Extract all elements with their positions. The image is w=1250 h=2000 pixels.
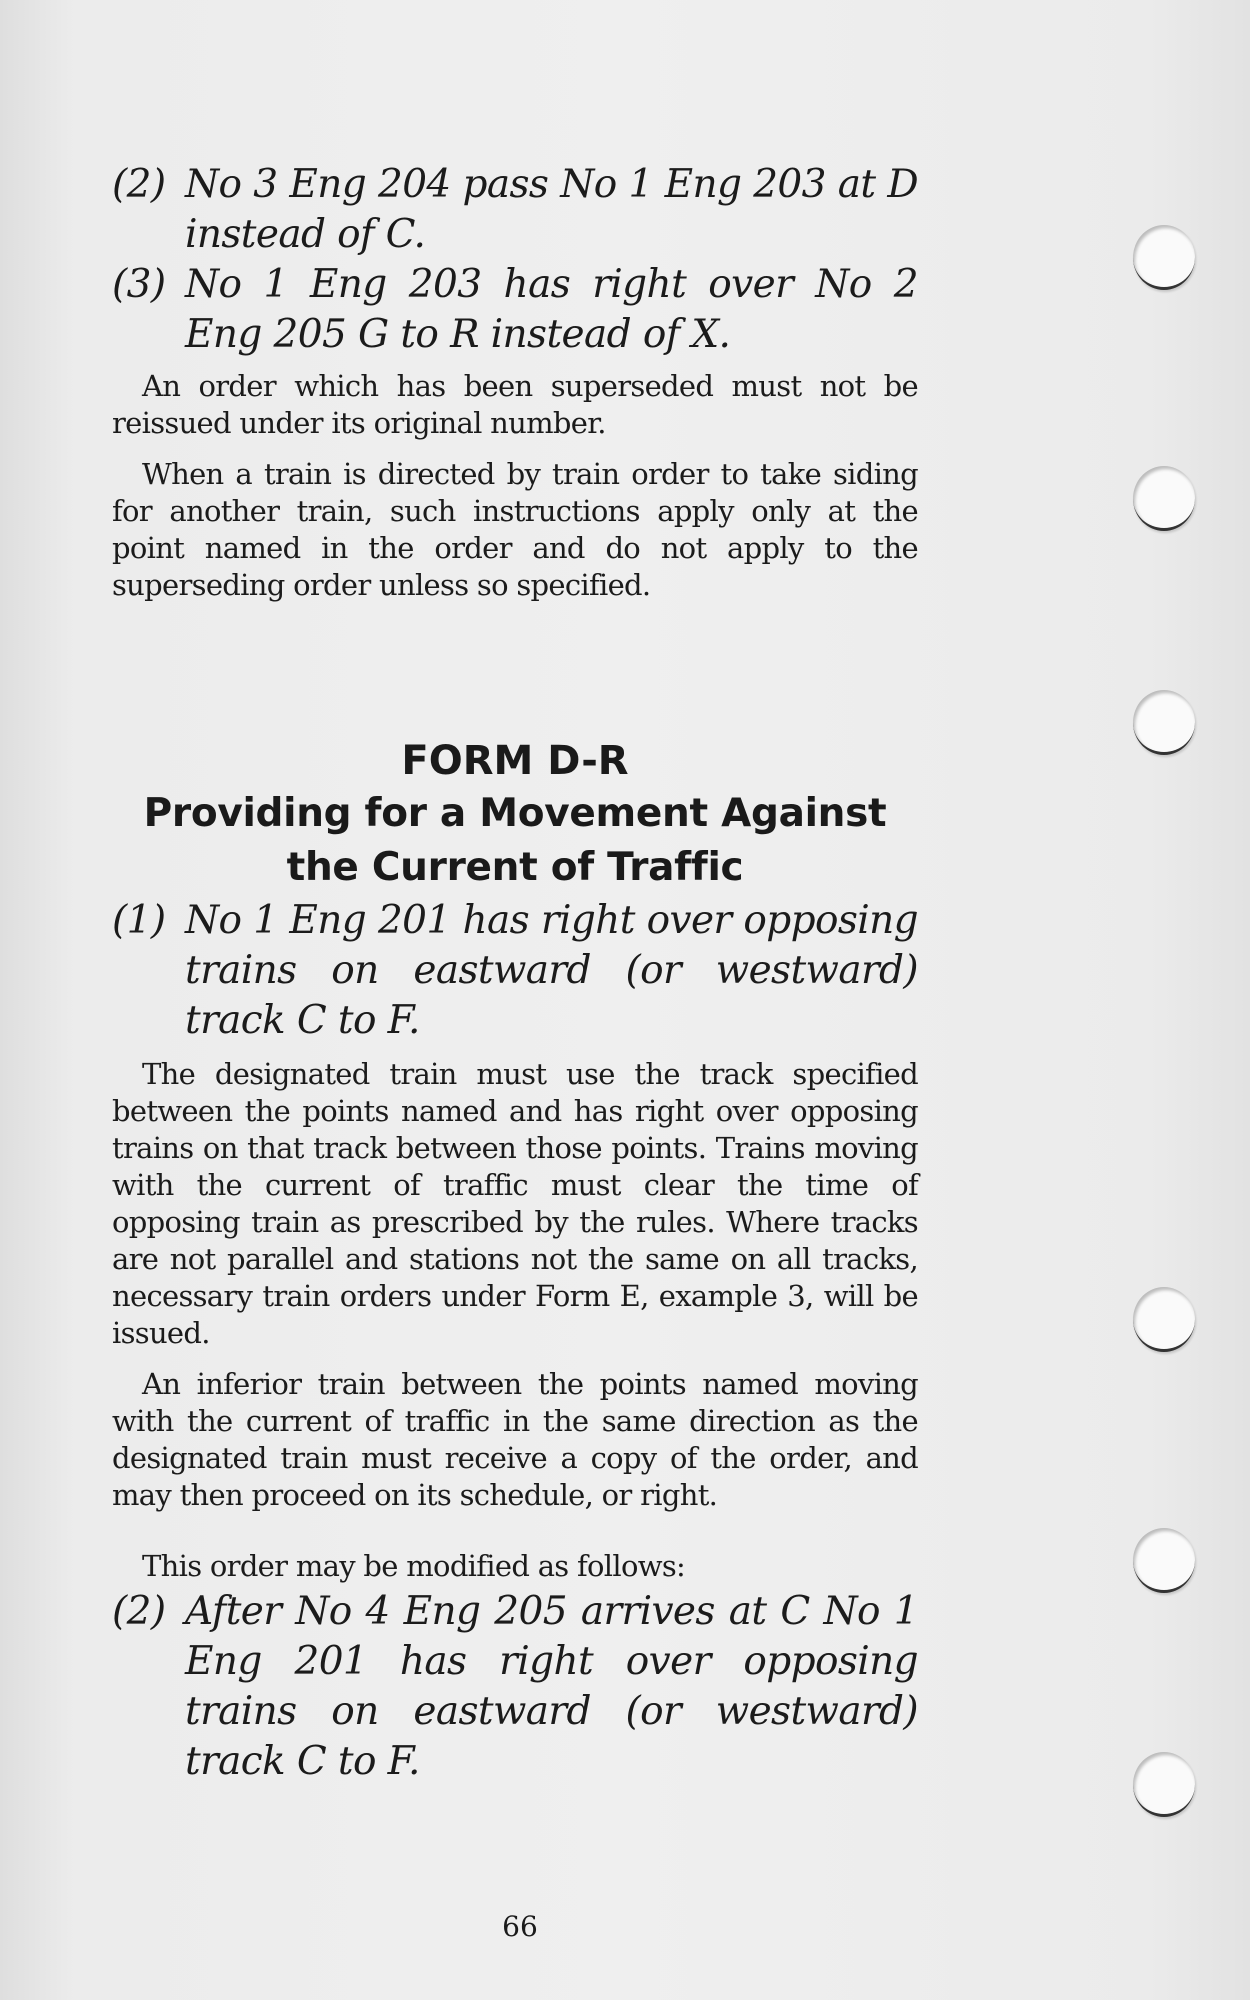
form-subtitle-line-1: Providing for a Movement Against xyxy=(143,791,887,836)
binder-hole-icon xyxy=(1133,1528,1195,1593)
form-title: FORM D-R xyxy=(401,738,629,784)
binder-hole-icon xyxy=(1133,1752,1195,1817)
paragraph-superseded: An order which has been superseded must not be reissued under its original number. xyxy=(112,369,918,440)
binder-hole-icon xyxy=(1133,466,1195,531)
order-number: (1) xyxy=(112,898,166,943)
order-number: (2) xyxy=(112,1589,166,1634)
page-corner-edge xyxy=(0,0,54,54)
form-subtitle-line-2: the Current of Traffic xyxy=(286,845,744,890)
binder-hole-icon xyxy=(1133,690,1195,755)
binder-hole-icon xyxy=(1133,225,1195,290)
order-text: No 1 Eng 203 has right over No 2 Eng 205 G to R instead of X. xyxy=(185,262,918,357)
order-text: No 1 Eng 201 has right over opposing trains on eastward (or westward) track C to F. xyxy=(185,898,918,1043)
paragraph-siding: When a train is directed by train order to take siding for another train, such instructions apply only at the point named in the order and do not apply to the superseding order unless so specified. xyxy=(112,457,918,602)
order-number: (3) xyxy=(112,262,166,307)
paragraph-inferior-train: An inferior train between the points named moving with the current of traffic in the same direction as the designated train must receive a copy of the order, and may then proceed on its schedule, or right. xyxy=(112,1367,918,1512)
binder-hole-icon xyxy=(1133,1287,1195,1352)
order-example-3-top xyxy=(112,260,918,360)
order-number: (2) xyxy=(112,162,166,207)
order-text: After No 4 Eng 205 arrives at C No 1 Eng 201 has right over opposing trains on eastward (or westward) track C to F. xyxy=(185,1589,918,1784)
page-number: 66 xyxy=(502,1910,538,1943)
order-example-2-top xyxy=(112,160,918,260)
order-example-2-bottom xyxy=(112,1587,918,1787)
modified-intro: This order may be modified as follows: xyxy=(142,1549,686,1583)
page-content xyxy=(112,160,918,1787)
paragraph-designated-train: The designated train must use the track specified between the points named and has right over opposing trains on that track between those points. Trains moving with the current of traffic must clear the time of opposing train as prescribed by the rules. Where tracks are not parallel and stations not the same on all tracks, necessary train orders under Form E, example 3, will be issued. xyxy=(112,1057,918,1350)
order-example-1 xyxy=(112,896,918,1046)
order-text: No 3 Eng 204 pass No 1 Eng 203 at D instead of C. xyxy=(185,162,918,257)
